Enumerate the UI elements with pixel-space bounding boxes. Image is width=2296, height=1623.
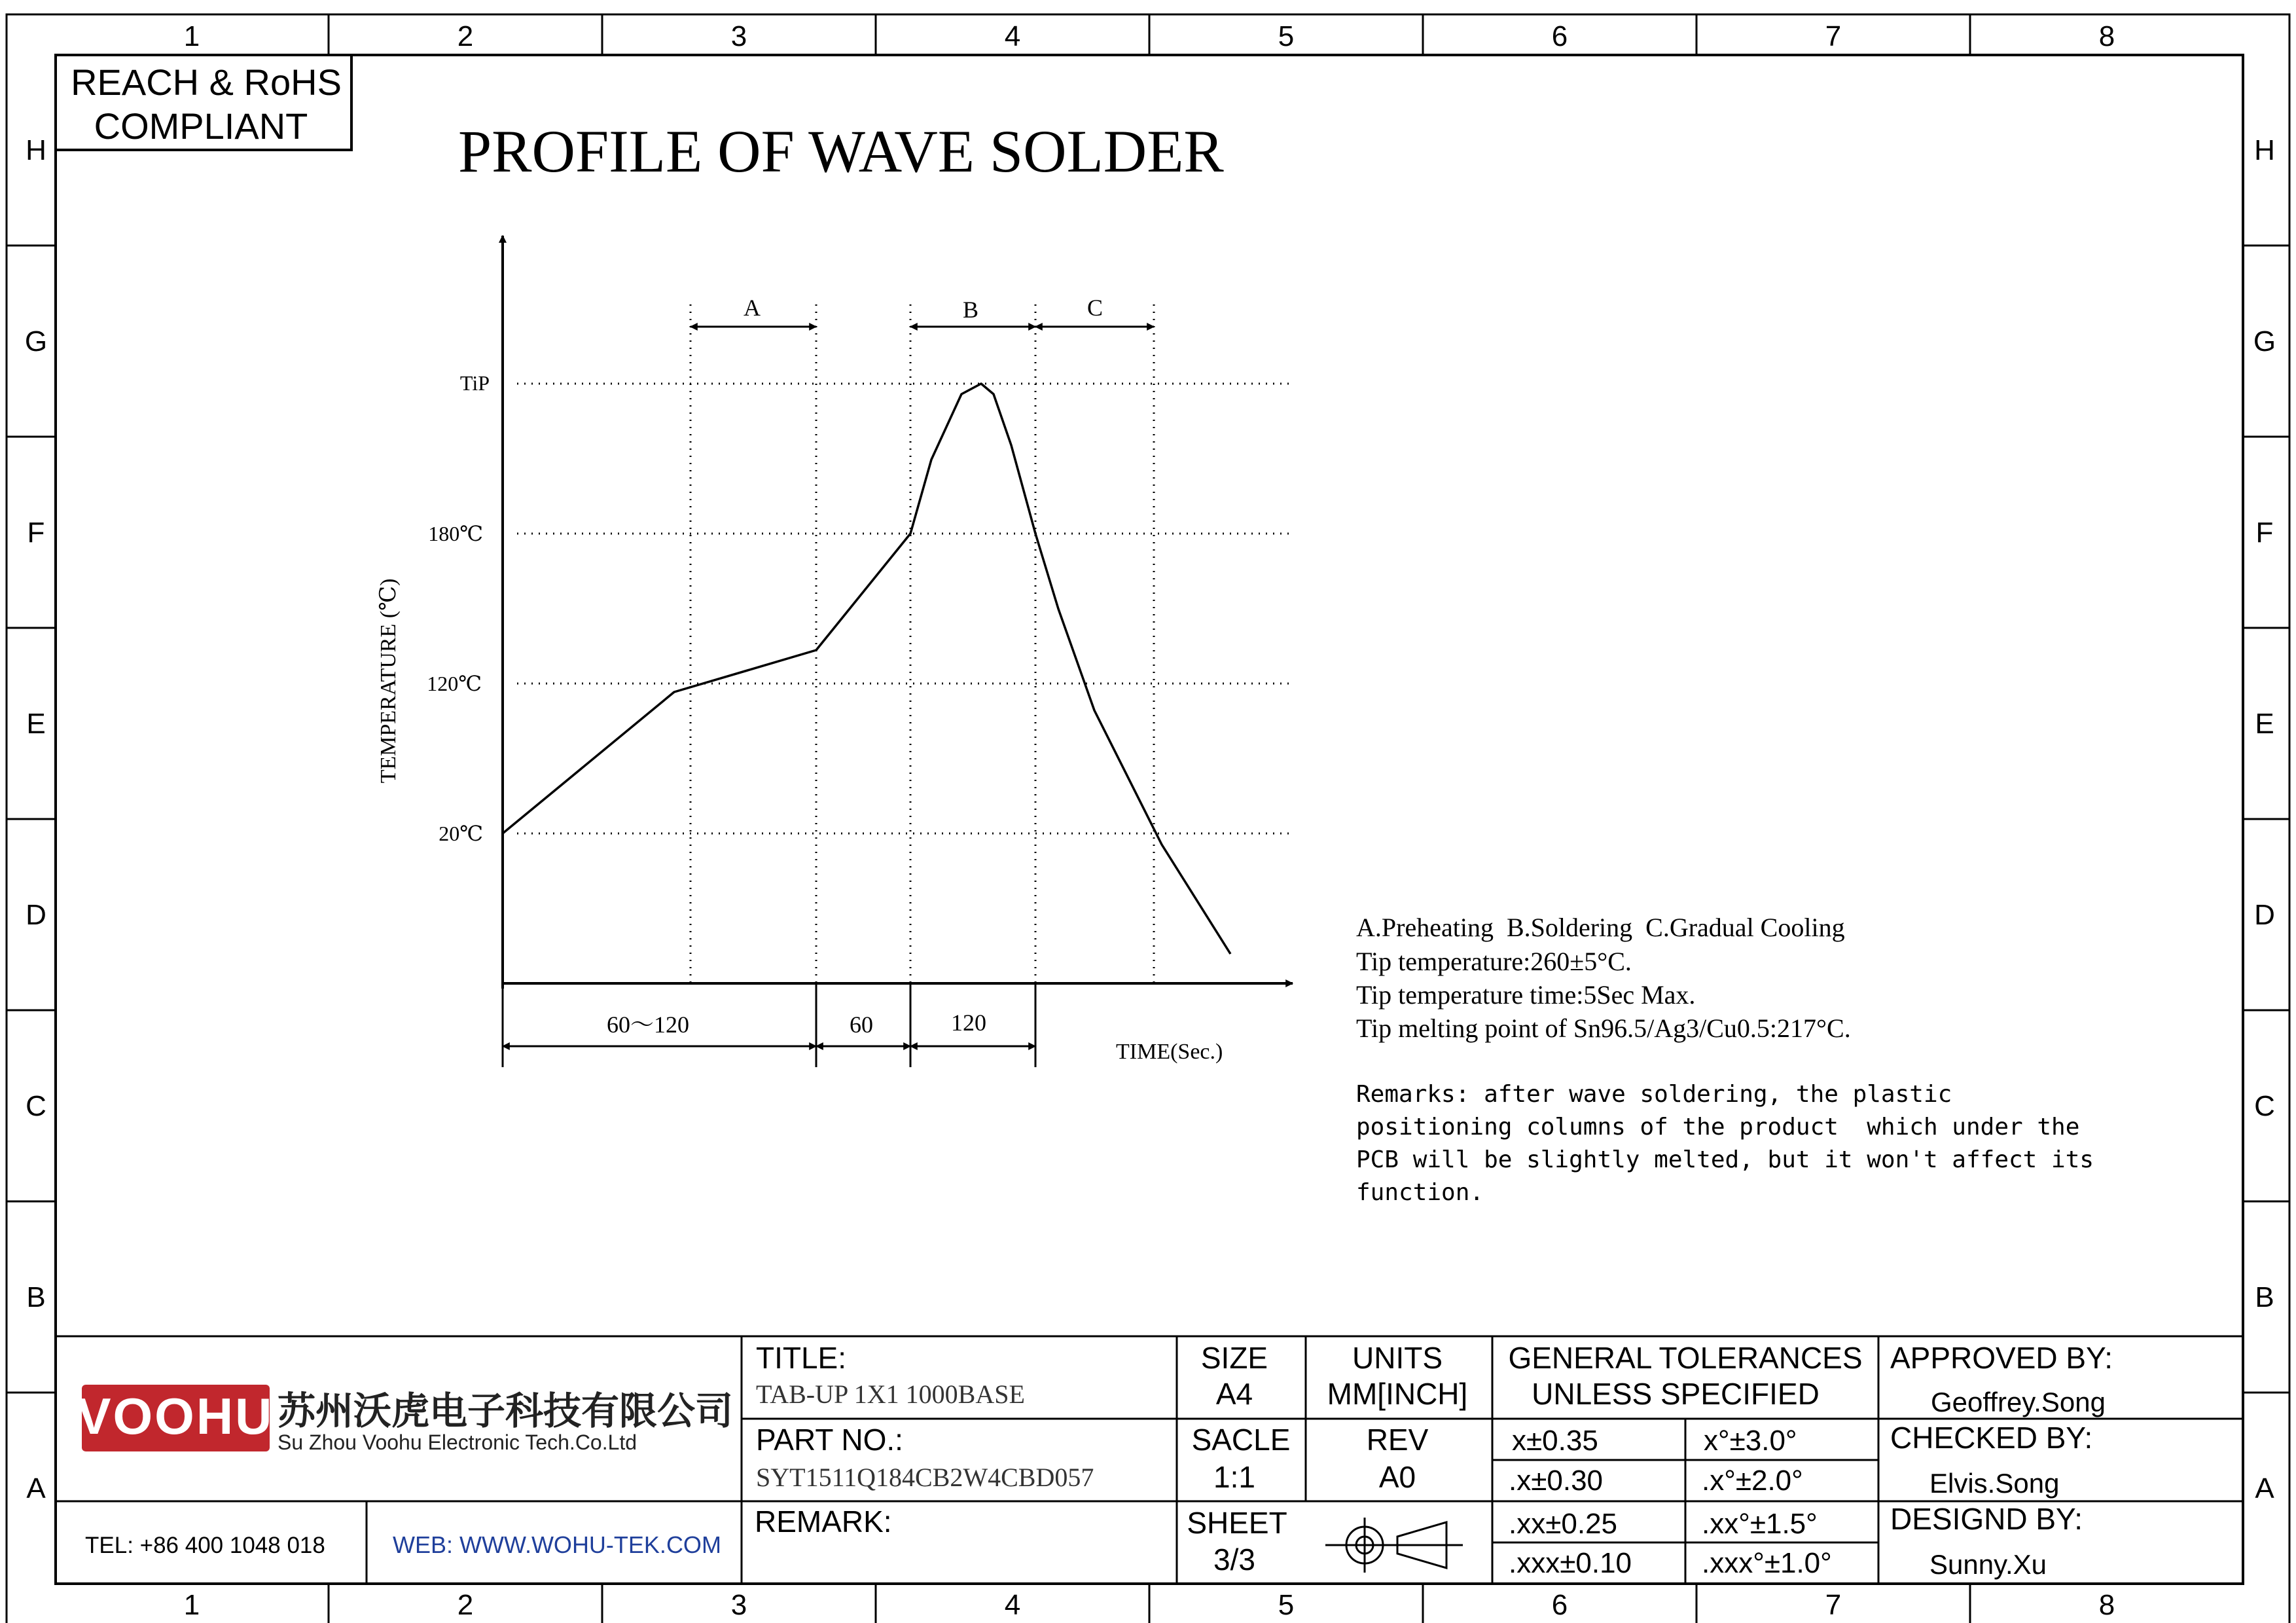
row-label-right-E: E (2255, 708, 2274, 740)
row-label-right-F: F (2255, 517, 2274, 549)
row-label-left-A: A (26, 1472, 46, 1504)
row-label-right-B: B (2255, 1281, 2274, 1313)
y-tick-180: 180℃ (428, 522, 483, 545)
col-label-top-4: 4 (1004, 20, 1021, 52)
col-label-bottom-5: 5 (1278, 1589, 1295, 1621)
y-tick-tip: TiP (459, 371, 490, 395)
remark-line-3: PCB will be slightly melted, but it won't affect its (1356, 1146, 2094, 1173)
compliance-line-2: COMPLIANT (94, 105, 308, 147)
checked-by-value: Elvis.Song (1929, 1468, 2060, 1499)
col-label-bottom-4: 4 (1004, 1589, 1021, 1621)
row-label-left-B: B (26, 1281, 46, 1313)
title-label: TITLE: (756, 1341, 847, 1375)
row-label-right-D: D (2254, 899, 2275, 931)
part-no-label: PART NO.: (756, 1423, 903, 1457)
sheet-label: SHEET (1187, 1506, 1287, 1540)
remarks-block (1356, 1081, 2094, 1206)
col-label-top-7: 7 (1825, 20, 1842, 52)
tolerance-angular-0: x°±3.0° (1704, 1425, 1797, 1457)
company-name-en: Su Zhou Voohu Electronic Tech.Co.Ltd (278, 1431, 637, 1454)
note-line-1: A.Preheating B.Soldering C.Gradual Cooling (1356, 913, 1845, 942)
tolerance-title-1: GENERAL TOLERANCES (1508, 1341, 1863, 1375)
x-axis-label: TIME(Sec.) (1116, 1040, 1223, 1064)
tolerance-angular-2: .xx°±1.5° (1702, 1508, 1818, 1540)
approved-by-label: APPROVED BY: (1890, 1341, 2113, 1375)
units-value: MM[INCH] (1327, 1377, 1468, 1411)
row-label-left-E: E (26, 708, 46, 740)
col-label-bottom-6: 6 (1551, 1589, 1568, 1621)
units-label: UNITS (1352, 1341, 1443, 1375)
tolerance-linear-1: .x±0.30 (1509, 1465, 1604, 1497)
tolerance-angular-3: .xxx°±1.0° (1702, 1547, 1832, 1579)
col-label-bottom-1: 1 (183, 1589, 200, 1621)
col-label-bottom-2: 2 (457, 1589, 474, 1621)
tolerance-title-2: UNLESS SPECIFIED (1532, 1377, 1820, 1411)
process-notes (1356, 913, 1851, 1043)
title-value: TAB-UP 1X1 1000BASE (756, 1379, 1025, 1409)
solder-profile-chart (376, 236, 1293, 1067)
remark-line-4: function. (1356, 1179, 1484, 1206)
company-logo-text: VOOHU (77, 1387, 274, 1445)
note-line-3: Tip temperature time:5Sec Max. (1356, 980, 1696, 1010)
remark-line-1: Remarks: after wave soldering, the plastic (1356, 1081, 1952, 1108)
compliance-line-1: REACH & RoHS (71, 62, 342, 103)
row-label-left-H: H (26, 134, 46, 166)
tolerance-linear-2: .xx±0.25 (1509, 1508, 1618, 1540)
row-label-left-G: G (24, 325, 48, 357)
row-label-right-C: C (2254, 1090, 2275, 1122)
time-seg-1-label: 60～120 (606, 1012, 690, 1038)
row-label-left-D: D (26, 899, 46, 931)
row-label-right-H: H (2254, 134, 2275, 166)
checked-by-label: CHECKED BY: (1890, 1421, 2093, 1455)
y-tick-120: 120℃ (427, 672, 482, 695)
time-seg-2-label: 60 (850, 1012, 873, 1038)
rev-label: REV (1366, 1423, 1429, 1457)
row-label-right-A: A (2255, 1472, 2274, 1504)
tolerance-linear-0: x±0.35 (1512, 1425, 1598, 1457)
scale-value: 1:1 (1213, 1460, 1255, 1494)
col-label-top-5: 5 (1278, 20, 1295, 52)
remark-line-2: positioning columns of the product which under the (1356, 1114, 2080, 1140)
stage-b-label: B (962, 297, 979, 323)
y-axis-label: TEMPERATURE (℃) (376, 578, 401, 784)
approved-by-value: Geoffrey.Song (1931, 1387, 2106, 1417)
stage-c-label: C (1086, 295, 1103, 321)
projection-symbol-icon (1325, 1518, 1463, 1573)
web-link[interactable]: WEB: WWW.WOHU-TEK.COM (393, 1531, 721, 1558)
size-value: A4 (1215, 1377, 1253, 1411)
row-label-right-G: G (2253, 325, 2276, 357)
note-line-2: Tip temperature:260±5°C. (1356, 947, 1632, 976)
remark-label: REMARK: (755, 1504, 892, 1539)
tel-text: TEL: +86 400 1048 018 (85, 1533, 325, 1558)
row-label-left-C: C (26, 1090, 46, 1122)
col-label-top-3: 3 (730, 20, 747, 52)
tolerance-angular-1: .x°±2.0° (1702, 1465, 1803, 1497)
col-label-bottom-3: 3 (730, 1589, 747, 1621)
col-label-top-8: 8 (2098, 20, 2115, 52)
col-label-bottom-7: 7 (1825, 1589, 1842, 1621)
y-tick-20: 20℃ (439, 822, 483, 845)
col-label-top-2: 2 (457, 20, 474, 52)
col-label-bottom-8: 8 (2098, 1589, 2115, 1621)
sheet-value: 3/3 (1213, 1542, 1255, 1577)
stage-a-label: A (744, 295, 761, 321)
row-label-left-F: F (27, 517, 45, 549)
designed-by-label: DESIGND BY: (1890, 1502, 2083, 1536)
rev-value: A0 (1378, 1460, 1416, 1494)
temperature-profile-curve (503, 384, 1230, 954)
size-label: SIZE (1200, 1341, 1268, 1375)
company-name-cn: 苏州沃虎电子科技有限公司 (278, 1390, 734, 1432)
col-label-top-1: 1 (183, 20, 200, 52)
drawing-title: PROFILE OF WAVE SOLDER (458, 118, 1224, 185)
note-line-4: Tip melting point of Sn96.5/Ag3/Cu0.5:217°C. (1356, 1013, 1851, 1043)
part-no-value: SYT1511Q184CB2W4CBD057 (756, 1463, 1094, 1492)
col-label-top-6: 6 (1551, 20, 1568, 52)
scale-label: SACLE (1191, 1423, 1291, 1457)
tolerance-linear-3: .xxx±0.10 (1509, 1547, 1632, 1579)
time-seg-3-label: 120 (951, 1010, 986, 1036)
designed-by-value: Sunny.Xu (1929, 1549, 2047, 1580)
